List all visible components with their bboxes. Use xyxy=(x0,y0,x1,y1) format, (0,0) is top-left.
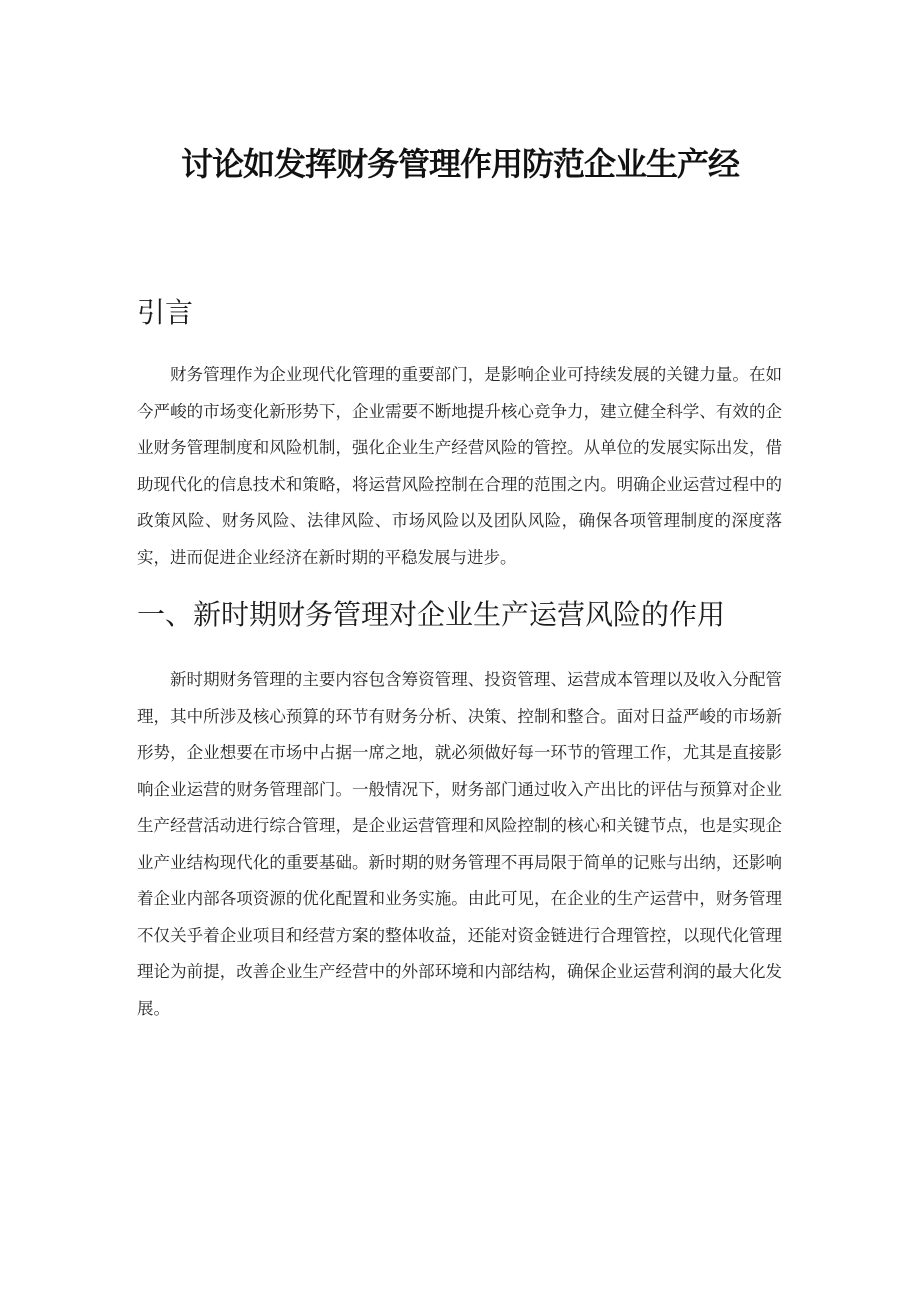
introduction-paragraph: 财务管理作为企业现代化管理的重要部门，是影响企业可持续发展的关键力量。在如今严峻的市场变化新形势下，企业需要不断地提升核心竞争力，建立健全科学、有效的企业财务管理制度和风险机制，强化企业生产经营风险的管控。从单位的发展实际出发，借助现代化的信息技术和策略，将运营风险控制在合理的范围之内。明确企业运营过程中的政策风险、财务风险、法律风险、市场风险以及团队风险，确保各项管理制度的深度落实，进而促进企业经济在新时期的平稳发展与进步。 xyxy=(137,365,782,567)
section-heading-one: 一、新时期财务管理对企业生产运营风险的作用 xyxy=(137,598,726,631)
section-heading-introduction: 引言 xyxy=(137,296,194,329)
section-one-paragraph: 新时期财务管理的主要内容包含筹资管理、投资管理、运营成本管理以及收入分配管理，其中所涉及核心预算的环节有财务分析、决策、控制和整合。面对日益严峻的市场新形势，企业想要在市场中占据一席之地，就必须做好每一环节的管理工作，尤其是直接影响企业运营的财务管理部门。一般情况下，财务部门通过收入产出比的评估与预算对企业生产经营活动进行综合管理，是企业运营管理和风险控制的核心和关键节点，也是实现企业产业结构现代化的重要基础。新时期的财务管理不再局限于简单的记账与出纳，还影响着企业内部各项资源的优化配置和业务实施。由此可见，在企业的生产运营中，财务管理不仅关乎着企业项目和经营方案的整体收益，还能对资金链进行合理管控，以现代化管理理论为前提，改善企业生产经营中的外部环境和内部结构，确保企业运营利润的最大化发展。 xyxy=(137,670,782,1018)
document-title: 讨论如发挥财务管理作用防范企业生产经 xyxy=(180,145,739,183)
